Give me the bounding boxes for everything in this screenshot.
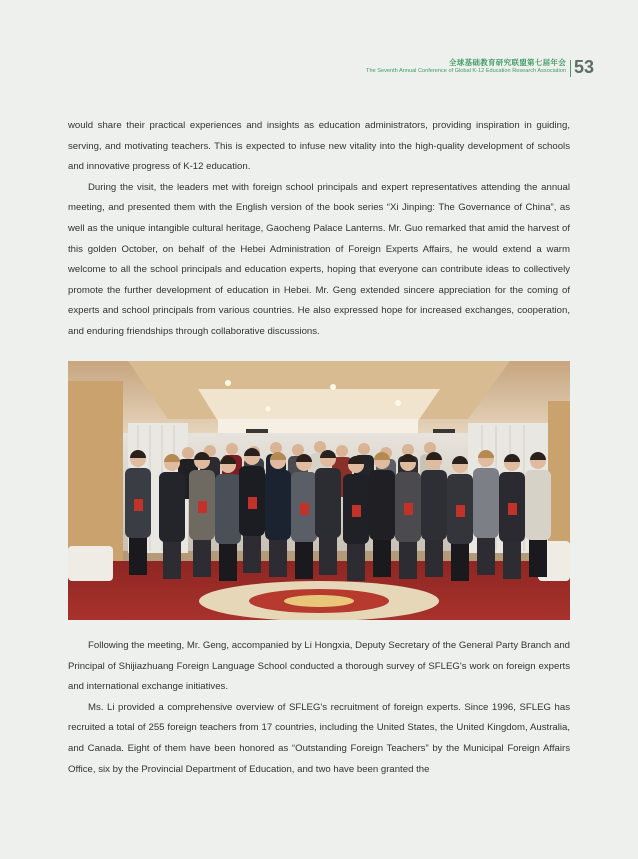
body-text-bottom bbox=[68, 636, 570, 780]
running-header bbox=[366, 58, 566, 75]
paragraph: Ms. Li provided a comprehensive overview of SFLEG's recruitment of foreign experts. Since 1996, SFLEG has recruited a total of 255 foreign teachers from 17 countries, including the United States, the United Kingdom, Australia, and Canada. Eight of them have been honored as “Outstanding Foreign Teachers” by the Municipal Foreign Affairs Office, six by the Provincial Department of Education, and two have been granted the bbox=[68, 701, 570, 775]
page-number: 53 bbox=[574, 57, 595, 77]
header-divider bbox=[570, 60, 571, 77]
group-photo-illustration bbox=[68, 361, 570, 620]
header-title-cn: 全球基础教育研究联盟第七届年会 bbox=[449, 58, 566, 67]
body-text-top bbox=[68, 116, 570, 343]
paragraph: would share their practical experiences and insights as education administrators, providing inspiration in guiding, serving, and motivating teachers. This is expected to infuse new vitality into the high-quality development of schools and innovative progress of K-12 education. bbox=[68, 120, 570, 173]
paragraph: During the visit, the leaders met with foreign school principals and expert representatives attending the annual meeting, and presented them with the English version of the book series “Xi Jinping: The Governance of China”, as well as the unique intangible cultural heritage, Gaocheng Palace Lanterns. Mr. Guo remarked that amid the harvest of this golden October, on behalf of the Hebei Administration of Foreign Experts Affairs, he would extend a warm welcome to all the school principals and education experts, hoping that everyone can contribute ideas to collectively promote the further development of education in Hebei. Mr. Geng extended sincere appreciation for the coming of experts and school principals from various countries. He also expressed hope for increased exchanges, cooperation, and enduring friendships through collaborative discussions. bbox=[68, 181, 570, 337]
group-photo bbox=[68, 361, 570, 620]
header-title-en: The Seventh Annual Conference of Global K-12 Education Research Association bbox=[366, 68, 566, 74]
paragraph: Following the meeting, Mr. Geng, accompanied by Li Hongxia, Deputy Secretary of the General Party Branch and Principal of Shijiazhuang Foreign Language School conducted a thorough survey of SFLEG's work on foreign experts and international exchange initiatives. bbox=[68, 640, 570, 693]
